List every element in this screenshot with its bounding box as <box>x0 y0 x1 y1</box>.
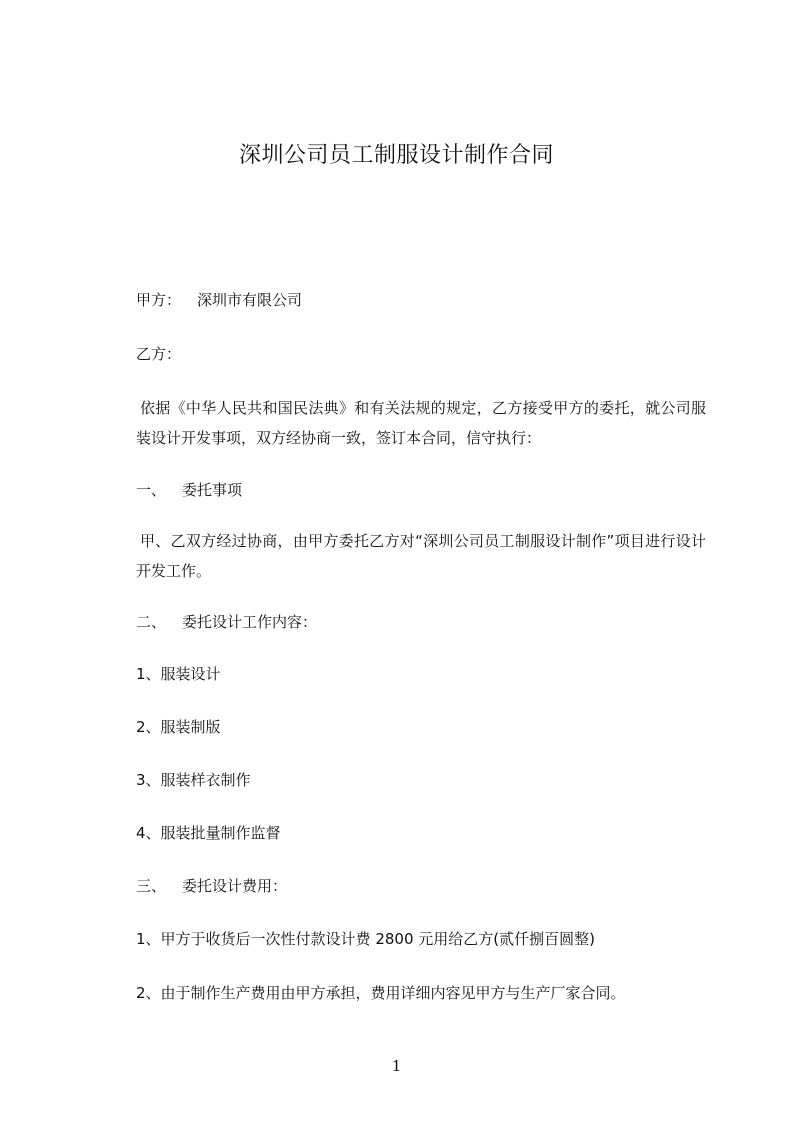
section-2-title: 委托设计工作内容： <box>182 613 318 631</box>
page-number: 1 <box>391 1057 402 1075</box>
section-1-title: 委托事项 <box>182 481 243 499</box>
party-a-value: 深圳市有限公司 <box>197 291 303 309</box>
section-3-title: 委托设计费用： <box>182 877 288 895</box>
section-1-body: 甲、乙双方经过协商，由甲方委托乙方对“深圳公司员工制服设计制作”项目进行设计开发工作。 <box>136 532 706 580</box>
section-3-heading <box>136 876 287 896</box>
party-b-label: 乙方： <box>136 345 182 363</box>
list-item: 2、服装制版 <box>136 718 221 736</box>
list-item: 4、服装批量制作监督 <box>136 824 281 842</box>
section-2-heading <box>136 612 317 632</box>
list-item: 3、服装样衣制作 <box>136 771 251 789</box>
list-item: 2、由于制作生产费用由甲方承担，费用详细内容见甲方与生产厂家合同。 <box>136 984 626 1002</box>
section-1-heading <box>136 480 242 500</box>
list-item: 1、服装设计 <box>136 665 221 683</box>
party-a-line <box>136 290 302 310</box>
intro-paragraph: 依据《中华人民共和国民法典》和有关法规的规定，乙方接受甲方的委托，就公司服装设计开发事项，双方经协商一致，签订本合同，信守执行： <box>136 399 706 447</box>
section-1-number: 一、 <box>136 481 167 499</box>
document-title: 深圳公司员工制服设计制作合同 <box>238 143 554 168</box>
list-item: 1、甲方于收货后一次性付款设计费 2800 元用给乙方(贰仟捌百圆整) <box>136 930 595 948</box>
section-3-number: 三、 <box>136 877 167 895</box>
party-a-label: 甲方： <box>136 291 182 309</box>
section-2-number: 二、 <box>136 613 167 631</box>
